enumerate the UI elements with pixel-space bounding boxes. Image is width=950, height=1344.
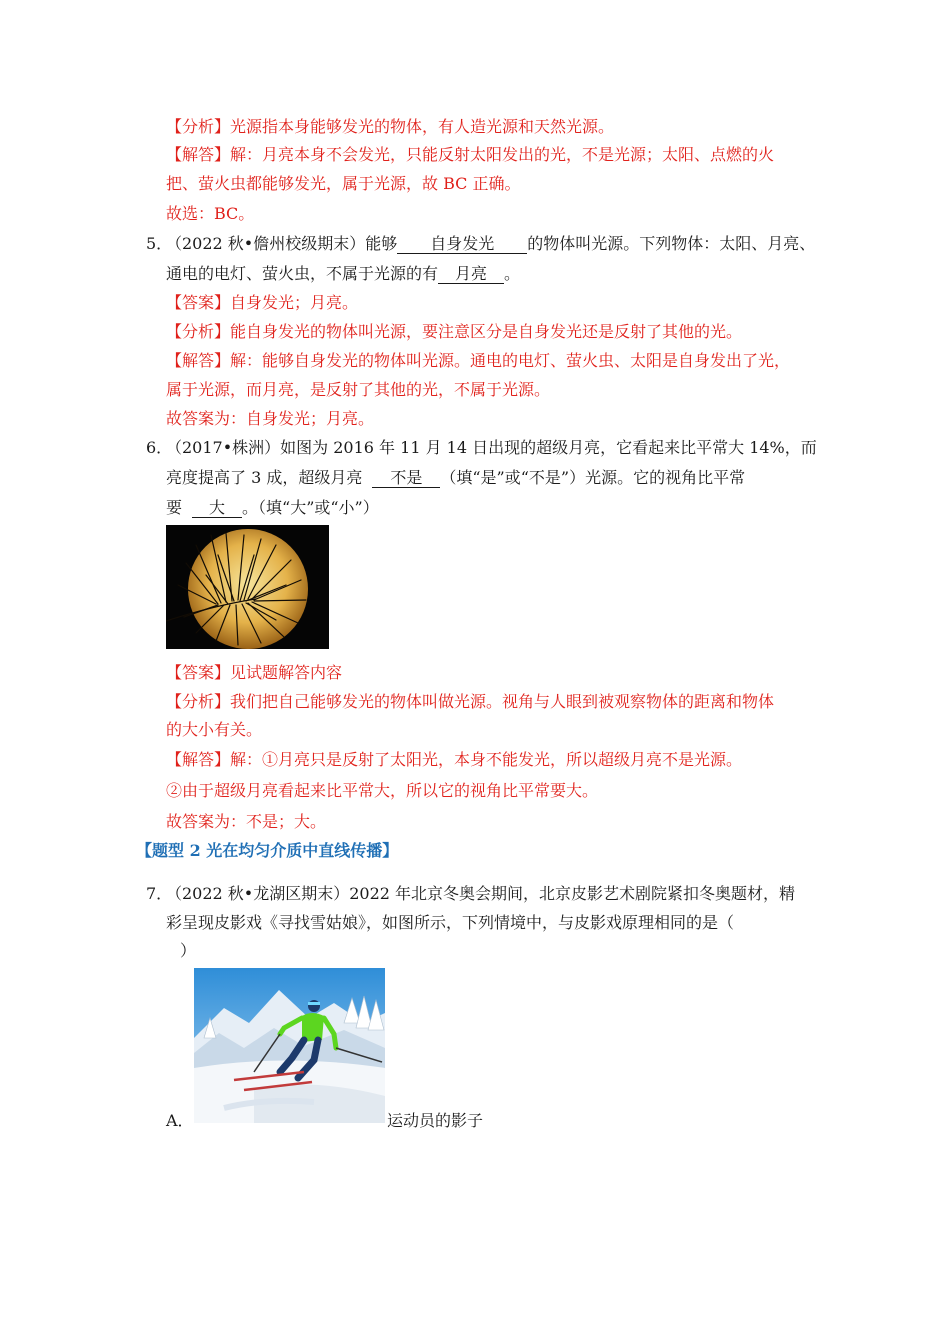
q5-blank1: 自身发光 — [397, 234, 527, 254]
q5-solution-line1: 【解答】解：能够自身发光的物体叫光源。通电的电灯、萤火虫、太阳是自身发出了光， — [166, 351, 791, 370]
q6-number: 6． — [146, 438, 173, 457]
q4-solution-line1: 【解答】解：月亮本身不会发光，只能反射太阳发出的光，不是光源；太阳、点燃的火 — [166, 145, 775, 164]
q7-stem-line3: ） — [180, 941, 197, 960]
q6-stem-line1: （2017•株洲）如图为 2016 年 11 月 14 日出现的超级月亮，它看起来比平常大 14%，而 — [166, 438, 817, 457]
q5-text-c: 通电的电灯、萤火虫，不属于光源的有 — [166, 264, 439, 283]
q5-final: 故答案为：自身发光；月亮。 — [166, 409, 375, 428]
q6-stem-line2 — [166, 467, 745, 489]
q5-stem-line2 — [166, 263, 520, 285]
q7-stem-line1: （2022 秋•龙湖区期末）2022 年北京冬奥会期间，北京皮影艺术剧院紧扣冬奥题材，精 — [166, 884, 796, 903]
super-moon-image — [166, 525, 329, 649]
q6-solution-line1: 【解答】解：①月亮只是反射了太阳光，本身不能发光，所以超级月亮不是光源。 — [166, 750, 743, 769]
q4-analysis: 【分析】光源指本身能够发光的物体，有人造光源和天然光源。 — [166, 117, 615, 136]
q6-solution-line2: ②由于超级月亮看起来比平常大，所以它的视角比平常要大。 — [166, 781, 599, 800]
q5-text-d: 。 — [504, 264, 521, 283]
moon-pine-illustration — [166, 525, 329, 649]
q7-optionA-label: A． — [166, 1111, 194, 1130]
q5-solution-line2: 属于光源，而月亮，是反射了其他的光，不属于光源。 — [166, 380, 551, 399]
q6-analysis-line2: 的大小有关。 — [166, 720, 263, 739]
q6-stem-line3 — [166, 497, 379, 519]
q6-text-a: 亮度提高了 3 成，超级月亮 — [166, 468, 363, 487]
section-heading: 【题型 2 光在均匀介质中直线传播】 — [136, 841, 399, 860]
q5-stem-line1 — [166, 233, 815, 255]
q5-text-a: （2022 秋•儋州校级期末）能够 — [166, 234, 398, 253]
q5-answer: 【答案】自身发光；月亮。 — [166, 293, 359, 312]
q5-analysis: 【分析】能自身发光的物体叫光源，要注意区分是自身发光还是反射了其他的光。 — [166, 322, 743, 341]
q5-blank2: 月亮 — [438, 264, 504, 284]
q6-text-d: 。（填“大”或“小”） — [242, 498, 379, 517]
q7-optionA-text: 运动员的影子 — [387, 1111, 484, 1130]
q6-analysis-line1: 【分析】我们把自己能够发光的物体叫做光源。视角与人眼到被观察物体的距离和物体 — [166, 692, 775, 711]
q6-blank1: 不是 — [372, 468, 440, 488]
skier-image — [194, 968, 385, 1123]
q7-stem-line2: 彩呈现皮影戏《寻找雪姑娘》，如图所示，下列情境中，与皮影戏原理相同的是（ — [166, 913, 735, 932]
skier-illustration — [194, 968, 385, 1123]
q5-number: 5． — [146, 234, 173, 253]
q5-text-b: 的物体叫光源。下列物体：太阳、月亮、 — [527, 234, 816, 253]
q7-number: 7． — [146, 884, 173, 903]
q4-choice: 故选：BC。 — [166, 204, 255, 223]
q4-solution-line2: 把、萤火虫都能够发光，属于光源，故 BC 正确。 — [166, 174, 521, 193]
q6-text-c: 要 — [166, 498, 183, 517]
q6-text-b: （填“是”或“不是”）光源。它的视角比平常 — [440, 468, 746, 487]
q6-blank2: 大 — [192, 498, 242, 518]
q6-answer: 【答案】见试题解答内容 — [166, 663, 343, 682]
q6-final: 故答案为：不是；大。 — [166, 812, 327, 831]
